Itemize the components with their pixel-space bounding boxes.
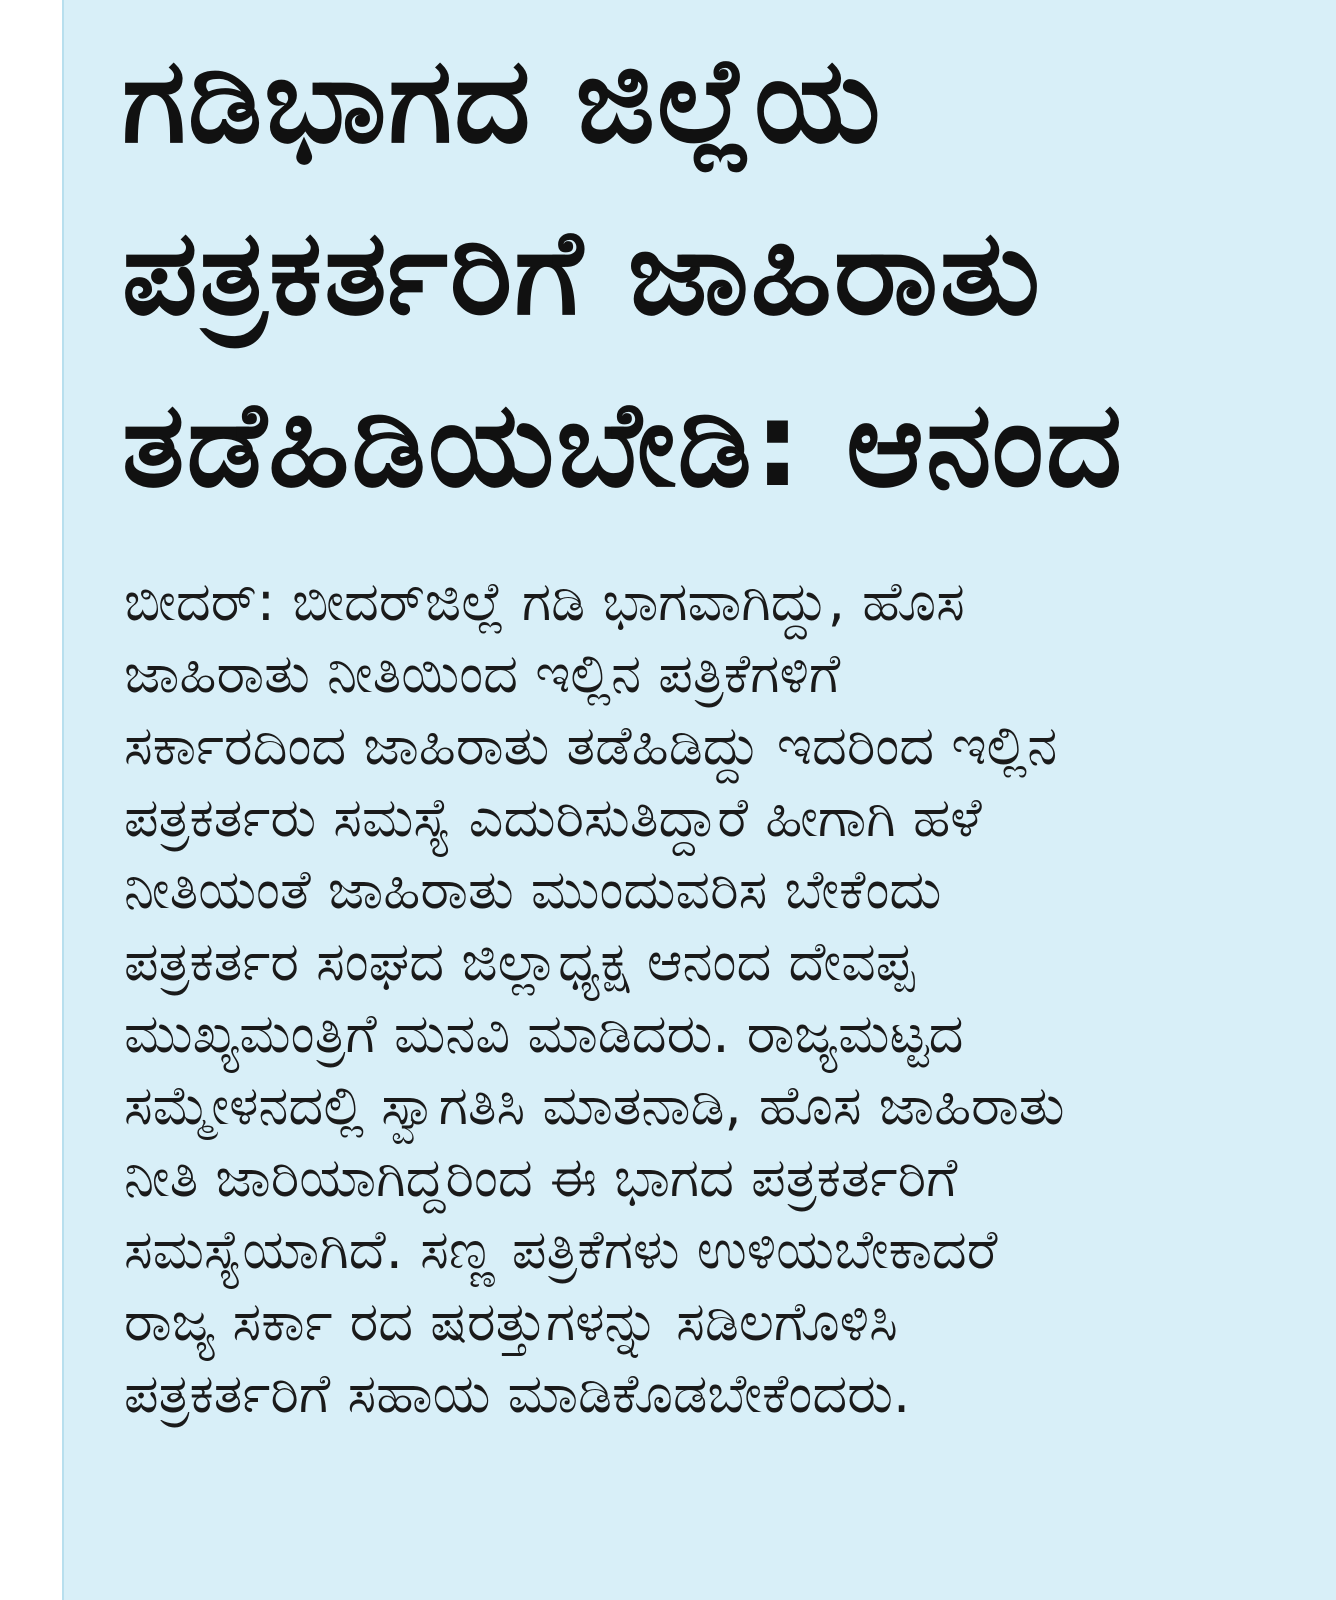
article-body: [124, 566, 1304, 1430]
body-line: ಸರ್ಕಾರದಿಂದ ಜಾಹಿರಾತು ತಡೆಹಿಡಿದ್ದು ಇದರಿಂದ ಇಲ್ಲಿನ: [124, 714, 1058, 777]
headline-line: ಪತ್ರಕರ್ತರಿಗೆ ಜಾಹಿರಾತು: [122, 203, 1042, 341]
headline: [122, 14, 1322, 530]
body-line: ಸಮಸ್ಯೆಯಾಗಿದೆ. ಸಣ್ಣ ಪತ್ರಿಕೆಗಳು ಉಳಿಯಬೇಕಾದರೆ: [124, 1218, 998, 1281]
body-line: ನೀತಿಯಂತೆ ಜಾಹಿರಾತು ಮುಂದುವರಿಸ ಬೇಕೆಂದು: [124, 858, 942, 921]
body-line: ಪತ್ರಕರ್ತರ ಸಂಘದ ಜಿಲ್ಲಾಧ್ಯಕ್ಷ ಆನಂದ ದೇವಪ್ಪ: [124, 930, 915, 993]
headline-line: ಗಡಿಭಾಗದ ಜಿಲ್ಲೆಯ: [122, 31, 883, 169]
body-line: ರಾಜ್ಯ ಸರ್ಕಾ ರದ ಷರತ್ತುಗಳನ್ನು ಸಡಿಲಗೊಳಿಸಿ: [124, 1290, 898, 1353]
body-line: ಪತ್ರಕರ್ತರು ಸಮಸ್ಯೆ ಎದುರಿಸುತಿದ್ದಾರೆ ಹೀಗಾಗಿ ಹಳೆ: [124, 786, 982, 849]
body-line: ನೀತಿ ಜಾರಿಯಾಗಿದ್ದರಿಂದ ಈ ಭಾಗದ ಪತ್ರಕರ್ತರಿಗೆ: [124, 1146, 958, 1209]
body-line: ಪತ್ರಕರ್ತರಿಗೆ ಸಹಾಯ ಮಾಡಿಕೊಡಬೇಕೆಂದರು.: [124, 1362, 911, 1425]
body-line: ಮುಖ್ಯಮಂತ್ರಿಗೆ ಮನವಿ ಮಾಡಿದರು. ರಾಜ್ಯಮಟ್ಟದ: [124, 1002, 964, 1065]
news-clipping: [62, 0, 1336, 1600]
body-line: ಸಮ್ಮೇಳನದಲ್ಲಿ ಸ್ವಾಗತಿಸಿ ಮಾತನಾಡಿ, ಹೊಸ ಜಾಹಿರಾತು: [124, 1074, 1065, 1137]
headline-line: ತಡೆಹಿಡಿಯಬೇಡಿ: ಆನಂದ: [122, 375, 1125, 513]
body-line: ಜಾಹಿರಾತು ನೀತಿಯಿಂದ ಇಲ್ಲಿನ ಪತ್ರಿಕೆಗಳಿಗೆ: [124, 642, 841, 705]
body-line: ಬೀದರ್: ಬೀದರ್‌ಜಿಲ್ಲೆ ಗಡಿ ಭಾಗವಾಗಿದ್ದು, ಹೊಸ: [124, 570, 965, 633]
